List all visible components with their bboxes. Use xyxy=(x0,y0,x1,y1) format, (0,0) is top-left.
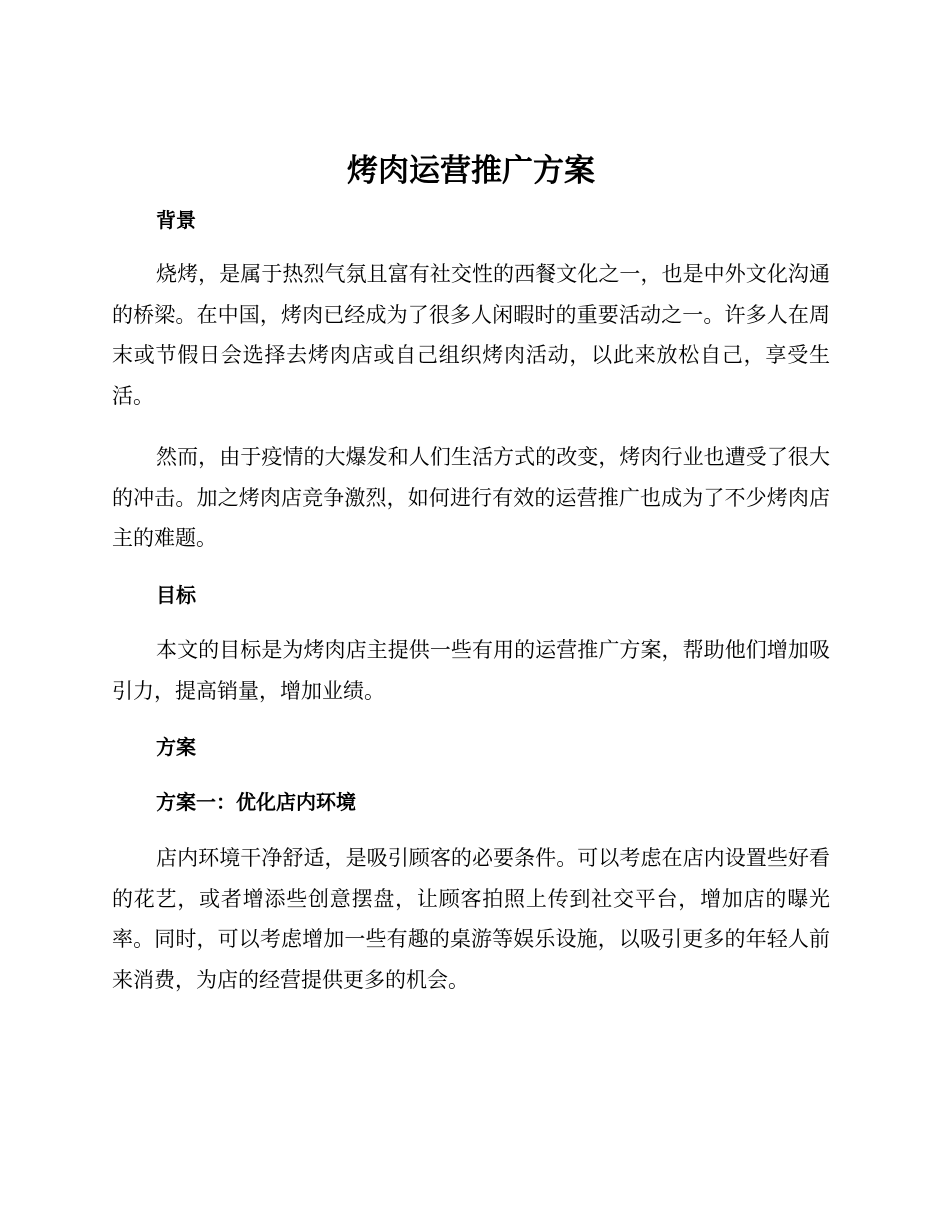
subsection-heading-plan1: 方案一：优化店内环境 xyxy=(156,790,356,814)
paragraph-plan1-1: 店内环境干净舒适，是吸引顾客的必要条件。可以考虑在店内设置些好看的花艺，或者增添些创意摆盘，让顾客拍照上传到社交平台，增加店的曝光率。同时，可以考虑增加一些有趣的桌游等娱乐设施，以吸引更多的年轻人前来消费，为店的经营提供更多的机会。 xyxy=(112,846,830,992)
section-heading-goal: 目标 xyxy=(156,583,196,607)
paragraph-background-2: 然而，由于疫情的大爆发和人们生活方式的改变，烤肉行业也遭受了很大的冲击。加之烤肉店竞争激烈，如何进行有效的运营推广也成为了不少烤肉店主的难题。 xyxy=(112,445,830,550)
paragraph-background-1: 烧烤，是属于热烈气氛且富有社交性的西餐文化之一，也是中外文化沟通的桥梁。在中国，烤肉已经成为了很多人闲暇时的重要活动之一。许多人在周末或节假日会选择去烤肉店或自己组织烤肉活动，以此来放松自己，享受生活。 xyxy=(112,262,830,408)
document-title: 烤肉运营推广方案 xyxy=(347,153,595,189)
section-heading-plan: 方案 xyxy=(156,735,196,759)
paragraph-goal-1: 本文的目标是为烤肉店主提供一些有用的运营推广方案，帮助他们增加吸引力，提高销量，增加业绩。 xyxy=(112,638,830,703)
section-heading-background: 背景 xyxy=(156,208,196,232)
